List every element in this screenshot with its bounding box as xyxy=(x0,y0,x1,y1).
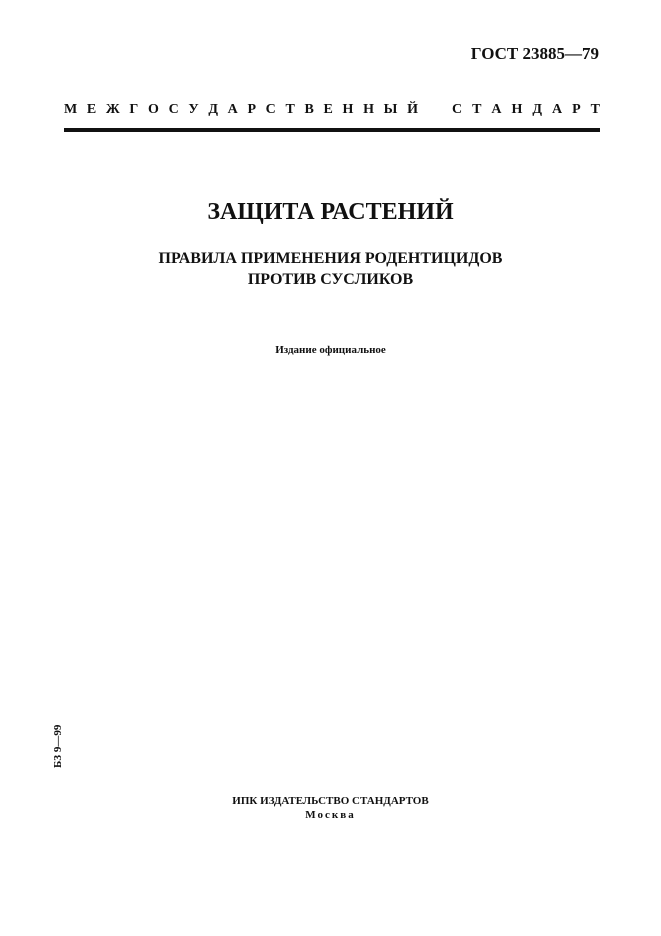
letter: Й xyxy=(407,102,418,117)
header-rule xyxy=(64,128,600,132)
letter: Т xyxy=(590,102,600,117)
letter: Т xyxy=(285,102,295,117)
standard-type-heading xyxy=(64,102,600,118)
subtitle-line-2: ПРОТИВ СУСЛИКОВ xyxy=(247,271,414,288)
letter: Д xyxy=(208,102,218,117)
publisher-city: Москва xyxy=(305,809,356,821)
letter: М xyxy=(64,102,78,117)
side-code: БЗ 9—99 xyxy=(52,724,64,768)
document-code: ГОСТ 23885—79 xyxy=(470,44,599,63)
letter: Н xyxy=(342,102,354,117)
letter: Д xyxy=(532,102,542,117)
letter: Е xyxy=(86,102,97,117)
edition-label: Издание официальное xyxy=(275,344,386,356)
standard-type-word-interstate xyxy=(64,102,418,118)
letter: Н xyxy=(511,102,523,117)
letter: С xyxy=(168,102,179,117)
publisher-name: ИПК ИЗДАТЕЛЬСТВО СТАНДАРТОВ xyxy=(232,795,429,807)
letter: О xyxy=(148,102,159,117)
letter: А xyxy=(227,102,238,117)
subtitle-line-1: ПРАВИЛА ПРИМЕНЕНИЯ РОДЕНТИЦИДОВ xyxy=(158,250,503,267)
letter: Н xyxy=(363,102,374,117)
document-subtitle xyxy=(0,248,661,290)
letter: А xyxy=(491,102,502,117)
letter: А xyxy=(551,102,563,117)
publisher-block xyxy=(0,794,661,822)
standard-type-word-standard xyxy=(452,102,600,118)
document-title: ЗАЩИТА РАСТЕНИЙ xyxy=(207,199,454,225)
letter: Р xyxy=(572,102,581,117)
letter: Ы xyxy=(383,102,398,117)
letter: С xyxy=(265,102,276,117)
letter: Ж xyxy=(105,102,120,117)
letter: С xyxy=(452,102,463,117)
letter: Р xyxy=(247,102,256,117)
letter: У xyxy=(188,102,199,117)
letter: Е xyxy=(323,102,333,117)
letter: Г xyxy=(129,102,139,117)
letter: Т xyxy=(472,102,482,117)
letter: В xyxy=(304,102,314,117)
